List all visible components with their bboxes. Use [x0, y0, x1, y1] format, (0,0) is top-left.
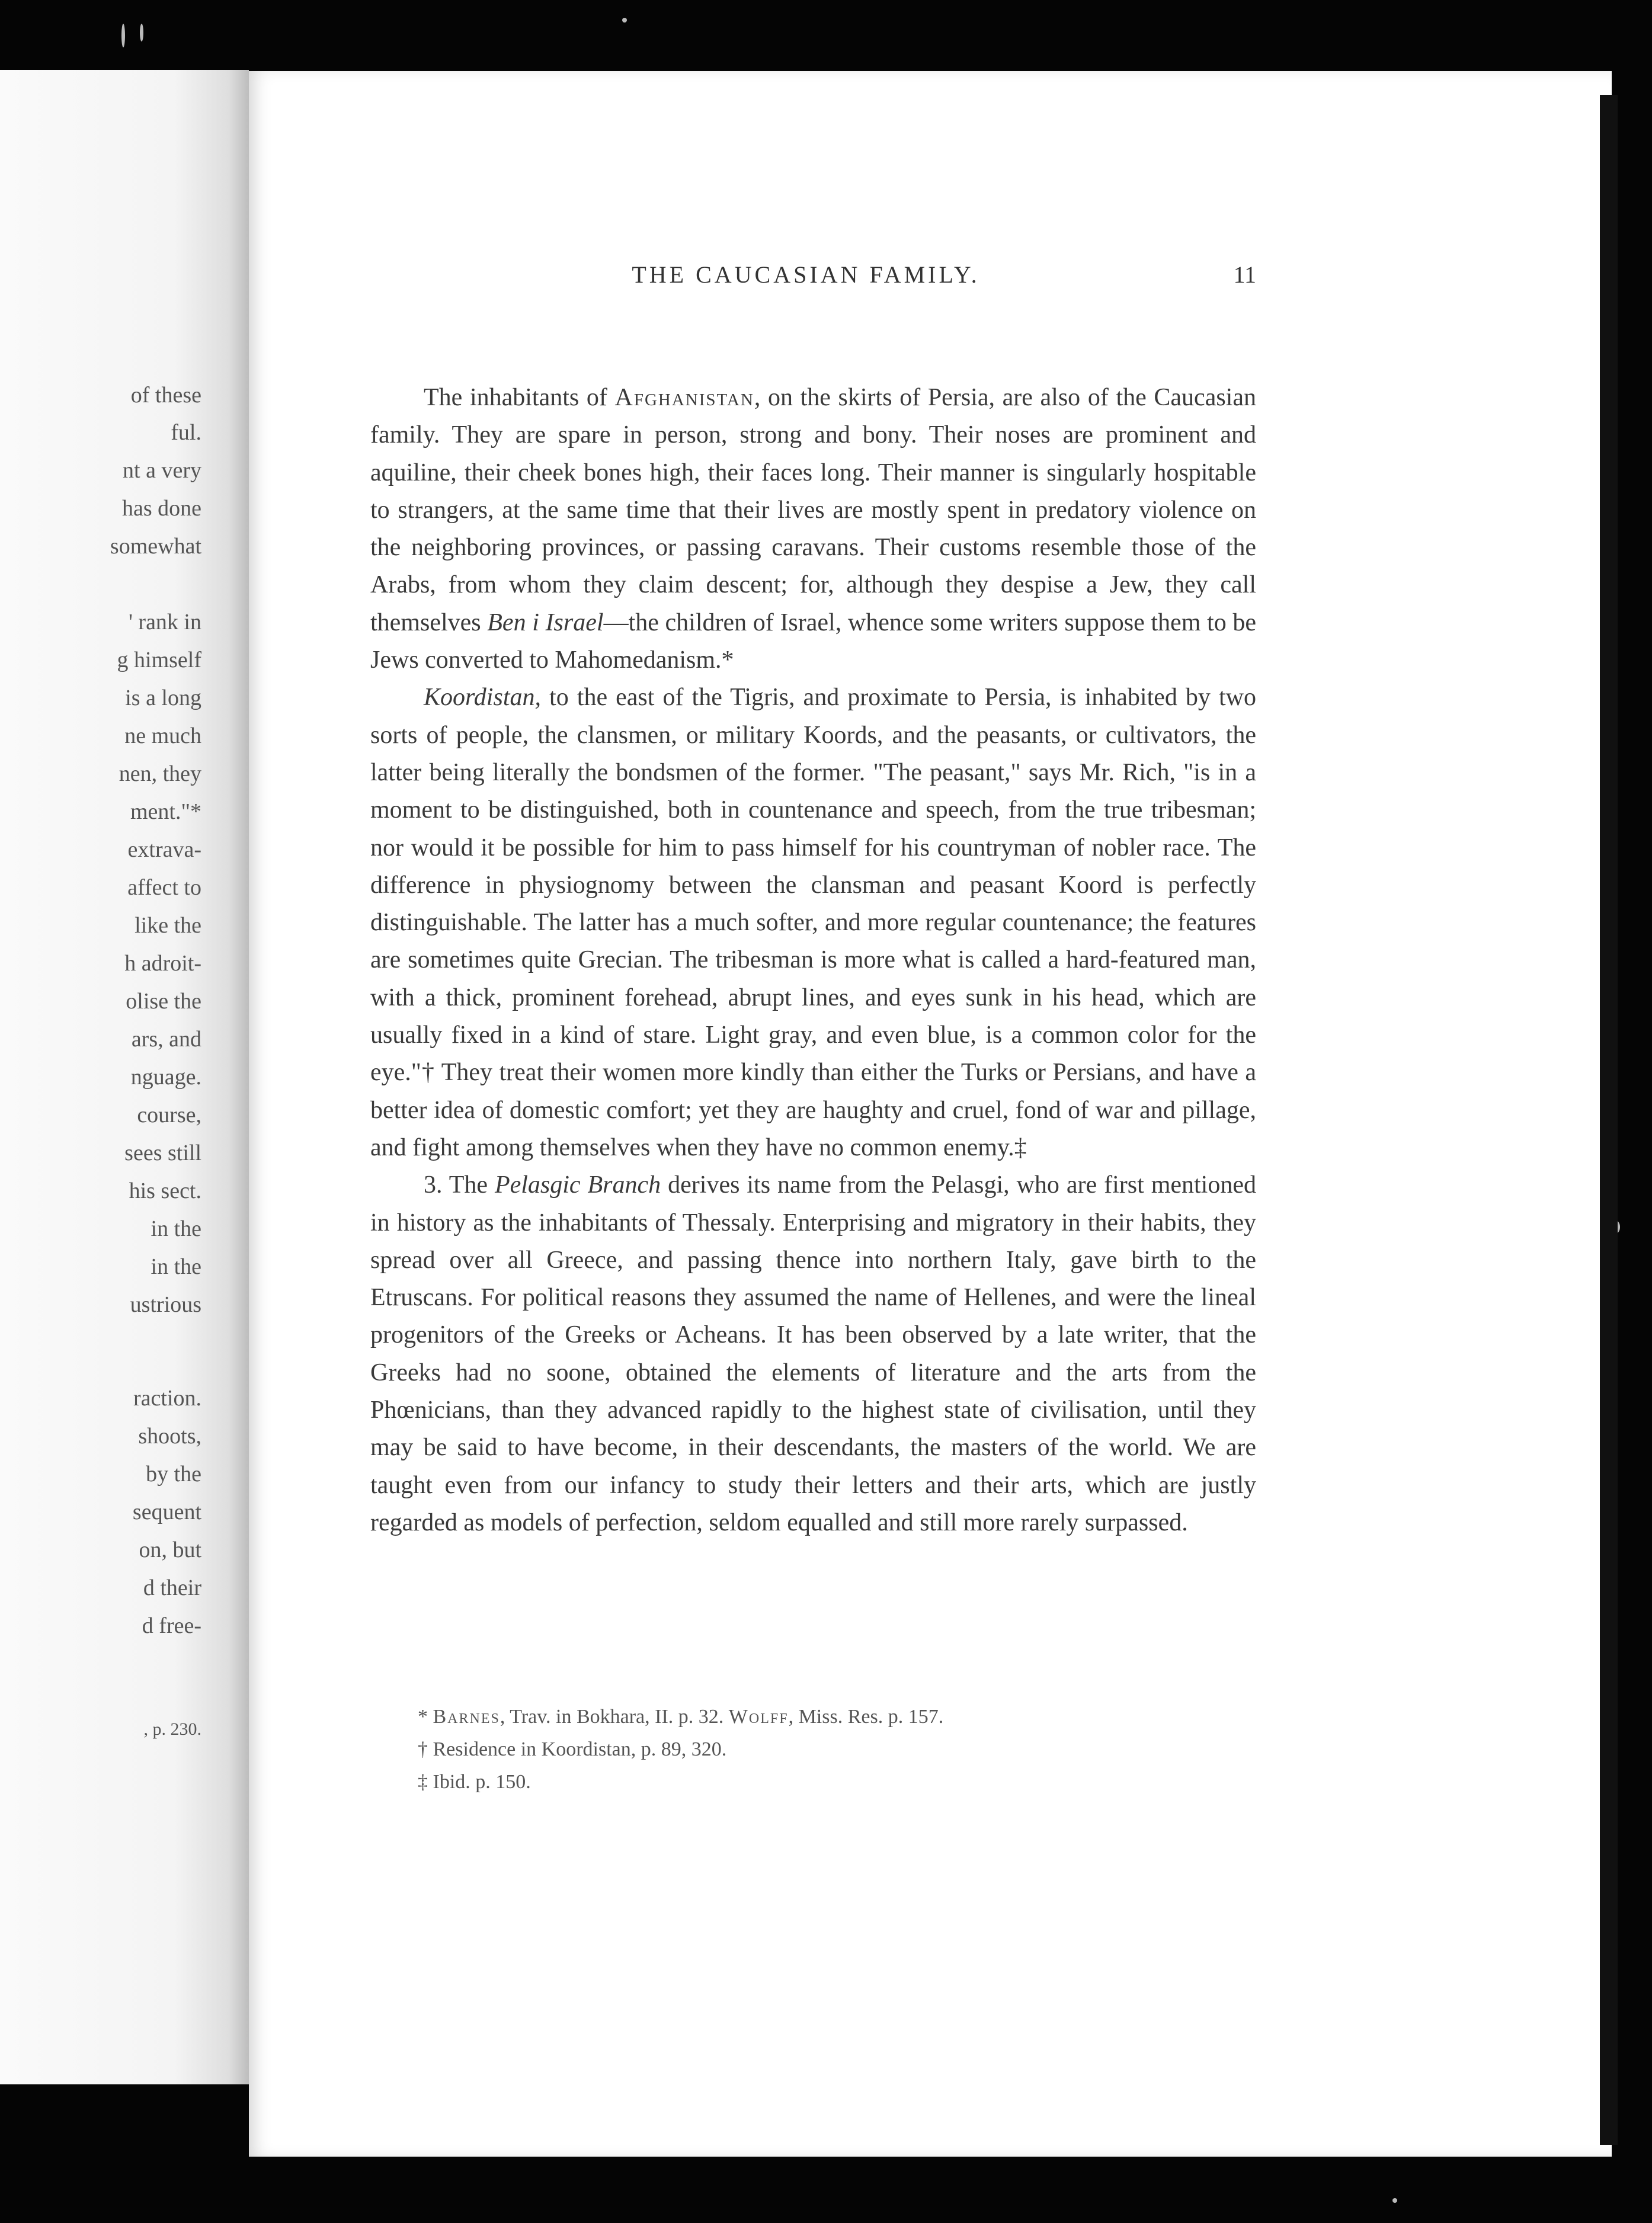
facing-page-line: shoots,	[138, 1424, 201, 1449]
author-name: Wolff	[728, 1706, 789, 1728]
text-run: , on the skirts of Persia, are also of the Caucasian family. They are spare in person, strong and bony. Their noses are prominent and aquiline, their cheek bones high, their faces long. Their manner is singularly hospitable to strangers, at the same time that their lives are mostly spent in predatory violence on the neighboring provinces, or passing caravans. Their customs resemble those of the Arabs, from whom they claim descent; for, although they despise a Jew, they call themselves	[370, 384, 1256, 636]
footnote-2: † Residence in Koordistan, p. 89, 320.	[418, 1738, 727, 1760]
citation: , Trav. in Bokhara, II. p. 32.	[500, 1706, 729, 1728]
facing-page-line: olise the	[126, 989, 201, 1014]
place-name: Koordistan,	[424, 684, 541, 712]
facing-page-line: ful.	[171, 420, 201, 445]
citation: , Miss. Res. p. 157.	[788, 1706, 944, 1728]
facing-page-line: ' rank in	[129, 610, 201, 635]
facing-page-line: is a long	[125, 686, 201, 710]
paragraph-afghanistan	[370, 379, 1256, 679]
facing-page-line: in the	[151, 1216, 201, 1241]
facing-page-line: extrava-	[127, 837, 201, 862]
body-text	[370, 379, 1256, 1542]
facing-page-line: sequent	[132, 1500, 201, 1524]
facing-page-line: has done	[121, 496, 201, 521]
facing-page-line: nguage.	[130, 1065, 201, 1090]
facing-page-line: course,	[137, 1103, 201, 1127]
facing-page-line: affect to	[127, 875, 201, 900]
text-run: The inhabitants of	[424, 384, 615, 411]
facing-page-line: on, but	[139, 1537, 201, 1562]
text-run: 3. The	[424, 1171, 495, 1199]
page-header	[356, 261, 1256, 302]
dust-speck	[1392, 2198, 1397, 2203]
text-run: —the children of Israel, whence some writers suppose them to be Jews converted to Mahomedanism.*	[370, 608, 1256, 674]
paragraph-koordistan	[370, 679, 1256, 1167]
author-name: Barnes	[433, 1706, 500, 1728]
italic-term: Pelasgic Branch	[494, 1171, 661, 1199]
page-number: 11	[1233, 261, 1256, 288]
facing-page-line: ustrious	[130, 1292, 201, 1317]
dust-speck	[121, 24, 125, 47]
facing-page-line: somewhat	[110, 534, 201, 559]
facing-page-line: g himself	[117, 648, 201, 672]
text-run: derives its name from the Pelasgi, who are first mentioned in history as the inhabitants of Thessaly. Enterprising and migratory in their habits, they spread over all Greece, and passing thence into northern Italy, gave birth to the Etruscans. For political reasons they assumed the name of Hellenes, and were the lineal progenitors of the Greeks or Acheans. It has been observed by a late writer, that the Greeks had no soone, obtained the elements of literature and the arts from the Phœnicians, than they advanced rapidly to the highest state of civilisation, until they may be said to have become, in their descendants, the masters of the world. We are taught even from our infancy to study their letters and their arts, which are justly regarded as models of perfection, seldom equalled and still more rarely surpassed.	[370, 1171, 1256, 1536]
facing-page-line: nt a very	[123, 458, 201, 483]
place-name: Afghanistan	[614, 384, 754, 411]
facing-page-line: ars, and	[131, 1027, 201, 1052]
paragraph-pelasgic	[370, 1167, 1256, 1542]
footnotes	[418, 1700, 1188, 1798]
facing-page-line: sees still	[124, 1141, 201, 1165]
running-head: THE CAUCASIAN FAMILY.	[632, 261, 980, 288]
text-run: to the east of the Tigris, and proximate to Persia, is inhabited by two sorts of people, the clansmen, or military Koords, and the peasants, or cultivators, the latter being literally the bondsmen of the former. "The peasant," says Mr. Rich, "is in a moment to be distinguished, both in countenance and speech, from the true tribesman; nor would it be possible for him to pass himself for his countryman of nobler race. The difference in physiognomy between the clansman and peasant Koord is perfectly distinguishable. The latter has a much softer, and more regular countenance; the features are sometimes quite Grecian. The tribesman is more what is called a hard-featured man, with a thick, prominent forehead, abrupt lines, and eyes sunk in his head, which are usually fixed in a kind of stare. Light gray, and even blue, is a common color for the eye."† They treat their women more kindly than either the Turks or Persians, and have a better idea of domestic comfort; yet they are haughty and cruel, fond of war and pillage, and fight among themselves when they have no common enemy.‡	[370, 684, 1256, 1161]
facing-page-line: raction.	[133, 1386, 201, 1411]
facing-page-line: d free-	[142, 1613, 201, 1638]
facing-page-line: of these	[130, 383, 201, 408]
facing-page-line: ment."*	[130, 799, 201, 824]
facing-page-line: ne much	[124, 723, 201, 748]
footnote-1	[418, 1700, 1188, 1733]
footnote-3: ‡ Ibid. p. 150.	[418, 1771, 531, 1793]
dust-speck	[622, 18, 627, 23]
facing-page-footnote: , p. 230.	[143, 1719, 201, 1739]
facing-page-line: d their	[143, 1575, 201, 1600]
facing-page-line: nen, they	[119, 761, 201, 786]
facing-page-line: his sect.	[129, 1178, 201, 1203]
footnote-mark: *	[418, 1706, 433, 1728]
dust-speck	[140, 24, 143, 41]
facing-page-line: h adroit-	[124, 951, 201, 976]
facing-page-line: like the	[135, 913, 201, 938]
facing-page-line: in the	[151, 1254, 201, 1279]
facing-page-line: by the	[146, 1462, 201, 1487]
italic-term: Ben i Israel	[487, 608, 604, 636]
facing-page	[0, 70, 249, 2084]
